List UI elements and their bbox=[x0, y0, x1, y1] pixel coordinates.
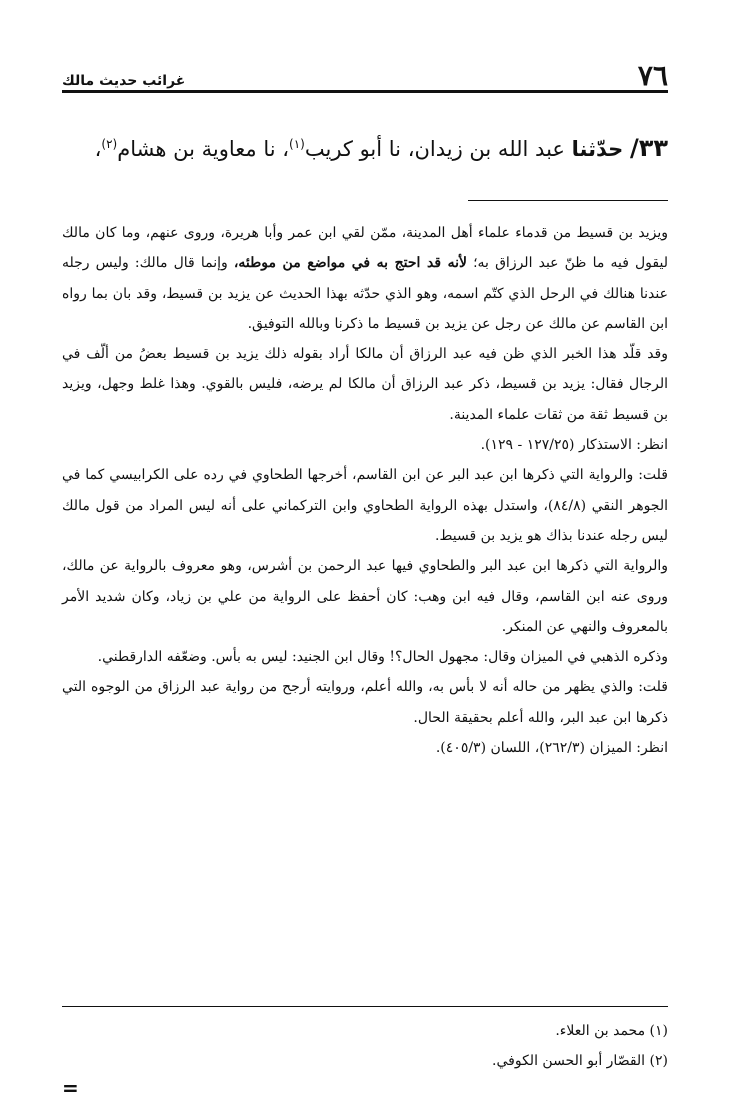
reference-line: انظر: الاستذكار (١٢٧/٢٥ - ١٢٩). bbox=[480, 437, 668, 454]
continuation-mark: = bbox=[62, 1076, 79, 1100]
footnote-rule bbox=[62, 1006, 668, 1007]
page-number: ٧٦ bbox=[637, 59, 668, 92]
commentary-paragraph: والرواية التي ذكرها ابن عبد البر والطحاوي فيها عبد الرحمن بن أشرس، وهو معروف بالرواية عن مالك، وروى عنه ابن القاسم، وقال فيه ابن وهب: كان أحفظ على الرواية من علي بن زياد، وكان شديد الأمر بالمعروف والنهي عن المنكر. bbox=[62, 558, 668, 635]
hadith-verb: حدّثنا bbox=[571, 137, 624, 161]
hadith-narrator-2: ، نا معاوية بن هشام bbox=[117, 137, 290, 161]
hadith-number: ٣٣/ bbox=[629, 134, 668, 162]
heading-rule bbox=[468, 200, 668, 201]
footnote-ref-1: (١) bbox=[289, 137, 305, 151]
footnote-2: (٢) القصّار أبو الحسن الكوفي. bbox=[492, 1053, 668, 1069]
commentary bbox=[62, 218, 668, 763]
book-page bbox=[62, 48, 668, 1100]
footnotes bbox=[62, 1016, 668, 1076]
hadith-narrator-1: عبد الله بن زيدان، نا أبو كريب bbox=[304, 137, 565, 161]
commentary-paragraph: وقد قلّد هذا الخبر الذي ظن فيه عبد الرزاق أن مالكا أراد بقوله ذلك يزيد بن قسيط بعضُ من ألّف في الرجال فقال: يزيد بن قسيط، ذكر عبد الرزاق أن مالكا لم يرضه، فليس بالقوي. وهذا غلط وجهل، ويزيد بن قسيط ثقة من ثقات علماء المدينة. bbox=[62, 346, 668, 423]
hadith-heading bbox=[62, 128, 668, 169]
commentary-paragraph: وذكره الذهبي في الميزان وقال: مجهول الحال؟! وقال ابن الجنيد: ليس به بأس. وضعّفه الدارقطني. bbox=[97, 649, 668, 666]
commentary-paragraph: ويزيد بن قسيط من قدماء علماء أهل المدينة، ممّن لقي ابن عمر وأبا هريرة، وروى عنهم، وما كان مالك ليقول فيه ما ظنّ عبد الرزاق به؛ لأنه قد احتج به في مواضع من موطئه، وإنما قال مالك: وليس رجله عندنا هنالك في الرحل الذي كتّم اسمه، وهو الذي حدّثه بهذا الحديث عن يزيد بن قسيط، وقد بان بما رواه ابن القاسم عن مالك عن رجل عن يزيد بن قسيط ما ذكرنا وبالله التوفيق. bbox=[62, 225, 668, 332]
commentary-paragraph: قلت: والذي يظهر من حاله أنه لا بأس به، والله أعلم، وروايته أرجح من رواية عبد الرزاق من الوجوه التي ذكرها ابن عبد البر، والله أعلم بحقيقة الحال. bbox=[62, 679, 668, 726]
book-title: غرائب حديث مالك bbox=[62, 73, 186, 89]
reference-line: انظر: الميزان (٢٦٢/٣)، اللسان (٤٠٥/٣). bbox=[435, 740, 668, 757]
running-header bbox=[62, 48, 668, 94]
commentary-paragraph: قلت: والرواية التي ذكرها ابن عبد البر عن ابن القاسم، أخرجها الطحاوي في رده على الكرابيسي كما في الجوهر النقي (٨٤/٨)، واستدل بهذه الرواية الطحاوي وابن التركماني على أنه ليس المراد من قول مالك ليس رجله عندنا بذاك هو يزيد بن قسيط. bbox=[62, 467, 668, 544]
hadith-tail: ، bbox=[94, 137, 102, 161]
footnote-1: (١) محمد بن العلاء. bbox=[555, 1023, 668, 1039]
header-rule bbox=[62, 90, 668, 93]
emphasis-text: لأنه قد احتج به في مواضع من موطئه، bbox=[233, 255, 467, 272]
footnote-ref-2: (٢) bbox=[101, 137, 118, 151]
